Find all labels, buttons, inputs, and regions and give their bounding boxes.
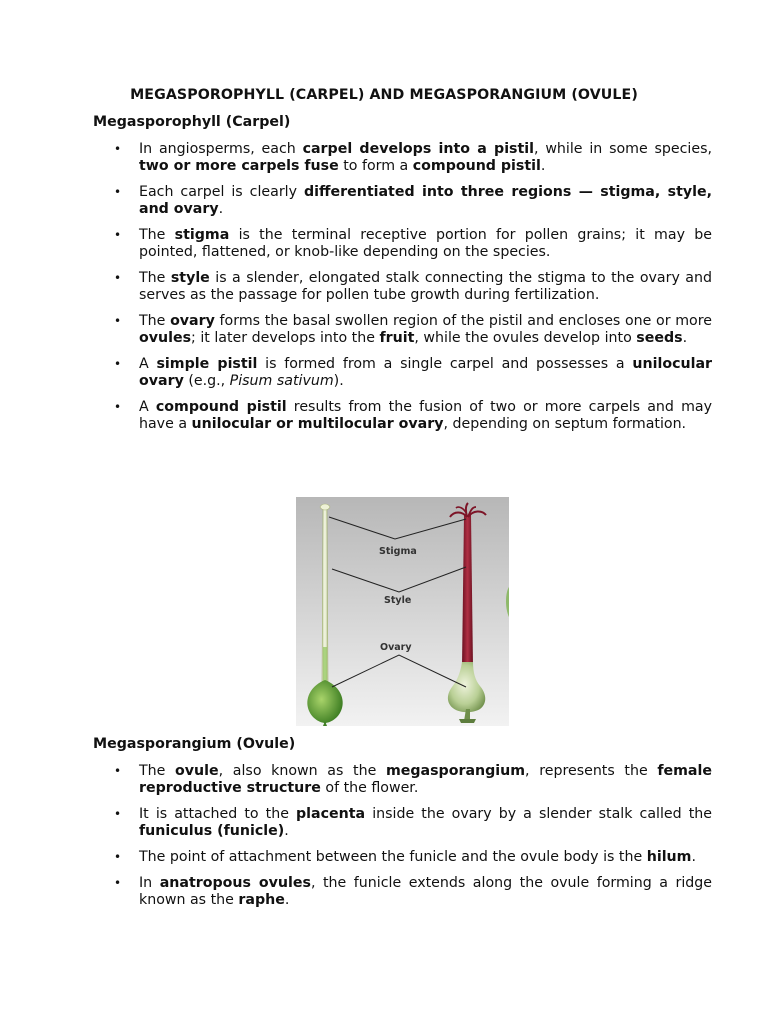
text-run: In [139,875,160,891]
text-run: , represents the [525,763,658,779]
text-run: inside the ovary by a slender stalk called the [365,806,712,822]
text-run: , depending on septum formation. [443,416,687,432]
bullet-item [139,141,712,175]
bold-term: hilum [646,849,692,865]
bold-term: style [170,270,210,286]
bold-term: seeds [636,330,683,346]
text-run: ). [333,373,344,389]
bold-term: differentiated into three regions — stigma, style, and ovary [139,184,713,217]
bold-term: carpel develops into a pistil [302,141,535,157]
text-run: . [284,823,289,839]
text-run: , the funicle extends along the ovule forming a ridge known as the [139,875,713,908]
text-run: . [691,849,696,865]
italic-term: Pisum sativum [229,373,334,389]
text-run: The point of attachment between the funicle and the ovule body is the [139,849,647,865]
text-run: In angiosperms, each [139,141,303,157]
bullet-item [139,313,712,347]
bullet-item [139,763,712,797]
text-run: forms the basal swollen region of the pistil and encloses one or more [214,313,712,329]
bold-term: placenta [296,806,366,822]
stigma-label: Stigma [379,546,417,557]
text-run: The [139,763,176,779]
bullet-item [139,849,712,866]
pistil-figure [296,497,509,726]
section-heading-ovule: Megasporangium (Ovule) [93,736,296,752]
text-run: It is attached to the [139,806,297,822]
text-run: A [139,356,157,372]
bullet-item [139,399,712,433]
bold-term: ovules [139,330,192,346]
text-run: The [139,270,171,286]
text-run: , while in some species, [534,141,713,157]
text-run: ; it later develops into the [191,330,380,346]
bold-term: anatropous ovules [159,875,311,891]
text-run: is a slender, elongated stalk connecting the stigma to the ovary and serves as the passage for pollen tube growth during fertilization. [139,270,712,303]
text-run: of the flower. [320,780,419,796]
text-run: , while the ovules develop into [414,330,637,346]
bold-term: unilocular or multilocular ovary [191,416,444,432]
text-run: (e.g., [183,373,230,389]
bullet-item [139,270,712,304]
bullet-item [139,875,712,909]
bold-term: compound pistil [412,158,541,174]
bullet-item [139,227,712,261]
text-run: A [139,399,156,415]
text-run: to form a [338,158,413,174]
text-run: results from the fusion of two or more carpels and may have a [139,399,712,432]
text-run: . [284,892,290,908]
text-run: The [139,227,175,243]
text-run: . [218,201,224,217]
bold-term: stigma [174,227,230,243]
bold-term: female reproductive structure [139,763,712,796]
bullet-item [139,806,712,840]
pistil-diagram [296,497,509,726]
bullet-item [139,356,712,390]
text-run: , also known as the [218,763,386,779]
ovary-label: Ovary [380,642,412,653]
text-run: is the terminal receptive portion for pollen grains; it may be pointed, flattened, or knob-like depending on the species. [139,227,712,260]
bold-term: megasporangium [385,763,526,779]
page-title: MEGASPOROPHYLL (CARPEL) AND MEGASPORANGIUM (OVULE) [130,87,638,103]
bold-term: fruit [379,330,415,346]
bold-term: simple pistil [156,356,258,372]
carpel-bullet-list [139,141,712,442]
bullet-item [139,184,712,218]
text-run: . [682,330,688,346]
bold-term: raphe [238,892,285,908]
text-run: is formed from a single carpel and possesses a [257,356,633,372]
style-label: Style [384,595,412,606]
ovule-bullet-list [139,763,712,918]
bold-term: ovary [170,313,215,329]
section-heading-carpel: Megasporophyll (Carpel) [93,114,291,130]
bold-term: funiculus (funicle) [139,823,285,839]
text-run: The [139,313,171,329]
text-run: . [540,158,546,174]
bold-term: unilocular ovary [139,356,713,389]
bold-term: compound pistil [155,399,287,415]
bold-term: ovule [175,763,219,779]
bold-term: two or more carpels fuse [139,158,339,174]
text-run: Each carpel is clearly [139,184,304,200]
